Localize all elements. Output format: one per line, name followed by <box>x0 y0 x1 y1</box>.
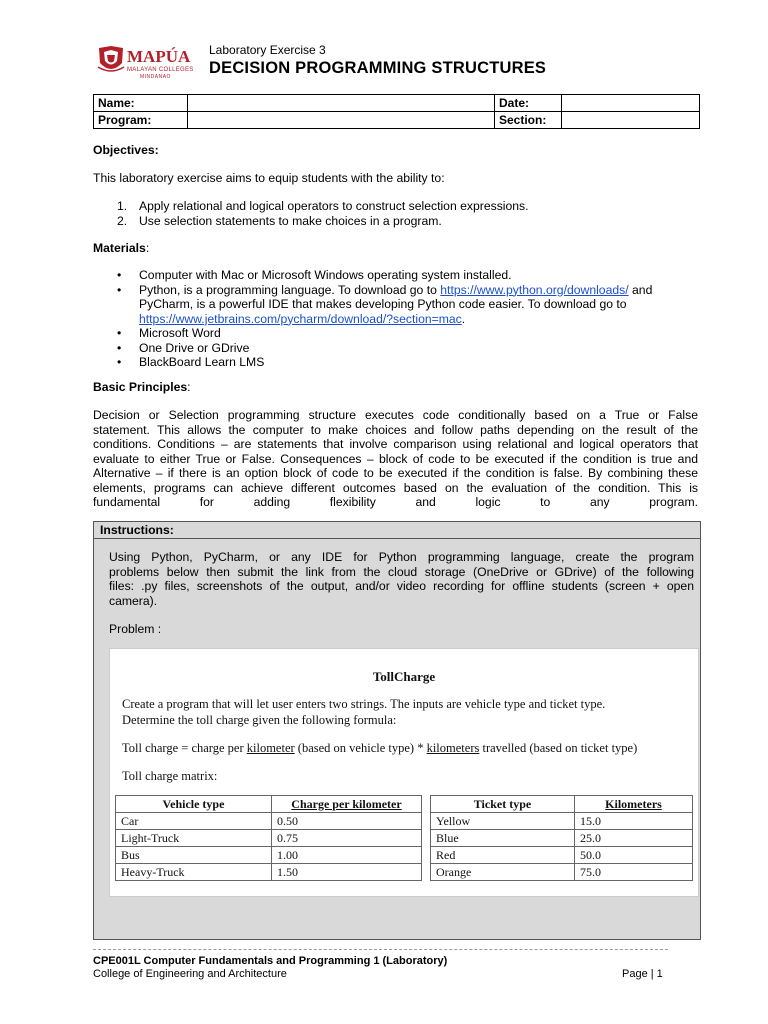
section-label: Section: <box>495 112 562 129</box>
pycharm-download-link[interactable]: https://www.jetbrains.com/pycharm/download/?section=mac <box>139 311 462 326</box>
date-label: Date: <box>495 95 562 112</box>
program-label: Program: <box>94 112 188 129</box>
problem-title: TollCharge <box>372 669 436 684</box>
objectives-intro: This laboratory exercise aims to equip students with the ability to: <box>93 171 445 185</box>
footer-divider <box>93 949 668 950</box>
table-row: Yellow 15.0 <box>431 813 693 830</box>
objectives-list <box>117 199 529 228</box>
table-row: Orange 75.0 <box>431 864 693 881</box>
python-download-link[interactable]: https://www.python.org/downloads/ <box>440 282 629 297</box>
list-item: 2. Use selection statements to make choices in a program. <box>117 213 442 228</box>
matrix-label: Toll charge matrix: <box>122 769 218 783</box>
materials-list <box>117 268 699 370</box>
table-row: Light-Truck 0.75 <box>116 830 422 847</box>
page-number: Page | 1 <box>622 968 663 980</box>
vehicle-charge-table <box>115 795 422 881</box>
materials-heading: Materials: <box>93 241 150 255</box>
objectives-heading: Objectives: <box>93 143 159 157</box>
table-row: Car 0.50 <box>116 813 422 830</box>
problem-description-2: Determine the toll charge given the following formula: <box>122 713 397 727</box>
problem-image <box>109 648 699 897</box>
table-row: Bus 1.00 <box>116 847 422 864</box>
column-header: Kilometers <box>575 796 693 813</box>
name-label: Name: <box>94 95 188 112</box>
program-field[interactable] <box>188 112 495 129</box>
problem-label: Problem : <box>109 622 162 636</box>
principles-paragraph: Decision or Selection programming structure executes code conditionally based on a True or False statement. This allows the computer to make choices and follow paths depending on the result of the conditions. Conditions – are statements that involve comparison using relational and logical operators that evaluate to either True or False. Consequences – block of code to be executed if the condition is true and Alternative – if there is an option block of code to be executed if the condition is false. By combining these elements, programs can achieve different outcomes based on the evaluation of the condition. This is fundamental for adding flexibility and logic to any program. <box>93 408 698 509</box>
logo-subtext-2: MINDANAO <box>140 74 171 80</box>
section-field[interactable] <box>562 112 700 129</box>
column-header: Vehicle type <box>116 796 272 813</box>
date-field[interactable] <box>562 95 700 112</box>
student-info-table <box>93 94 700 129</box>
principles-heading: Basic Principles: <box>93 380 191 394</box>
instructions-header <box>94 522 700 539</box>
school-logo <box>96 45 201 81</box>
ticket-kilometer-table <box>430 795 693 881</box>
list-item-continuation: PyCharm, is a powerful IDE that makes developing Python code easier. To download go to <box>139 297 627 311</box>
list-item: • One Drive or GDrive <box>117 340 250 355</box>
table-row: Heavy-Truck 1.50 <box>116 864 422 881</box>
table-row: Blue 25.0 <box>431 830 693 847</box>
column-header: Ticket type <box>431 796 575 813</box>
list-item: • Microsoft Word <box>117 326 221 340</box>
logo-subtext: MALAYAN COLLEGES <box>127 67 194 73</box>
toll-formula: Toll charge = charge per kilometer (based on vehicle type) * kilometers travelled (based on ticket type) <box>122 741 638 755</box>
instructions-heading: Instructions: <box>100 523 174 537</box>
footer-course: CPE001L Computer Fundamentals and Programming 1 (Laboratory) <box>93 955 448 967</box>
list-item-continuation: https://www.jetbrains.com/pycharm/download/?section=mac. <box>139 311 466 326</box>
exercise-number: Laboratory Exercise 3 <box>209 43 326 57</box>
list-item: • BlackBoard Learn LMS <box>117 355 265 369</box>
name-field[interactable] <box>188 95 495 112</box>
list-item: • Computer with Mac or Microsoft Windows operating system installed. <box>117 268 512 282</box>
list-item: • Python, is a programming language. To download go to https://www.python.org/downloads/ and <box>117 282 653 297</box>
document-title: DECISION PROGRAMMING STRUCTURES <box>209 59 547 77</box>
table-row: Red 50.0 <box>431 847 693 864</box>
list-item: 1. Apply relational and logical operators to construct selection expressions. <box>117 199 529 213</box>
logo-wordmark: MAPÚA <box>127 47 191 66</box>
problem-description-1: Create a program that will let user enters two strings. The inputs are vehicle type and ticket type. <box>122 697 606 711</box>
column-header: Charge per kilometer <box>272 796 422 813</box>
footer-college: College of Engineering and Architecture <box>93 968 287 980</box>
instructions-text: Using Python, PyCharm, or any IDE for Python programming language, create the program problems below then submit the link from the cloud storage (OneDrive or GDrive) of the following files: .py files, screenshots of the output, and/or video recording for offline students (screen + open camera). <box>109 550 694 608</box>
